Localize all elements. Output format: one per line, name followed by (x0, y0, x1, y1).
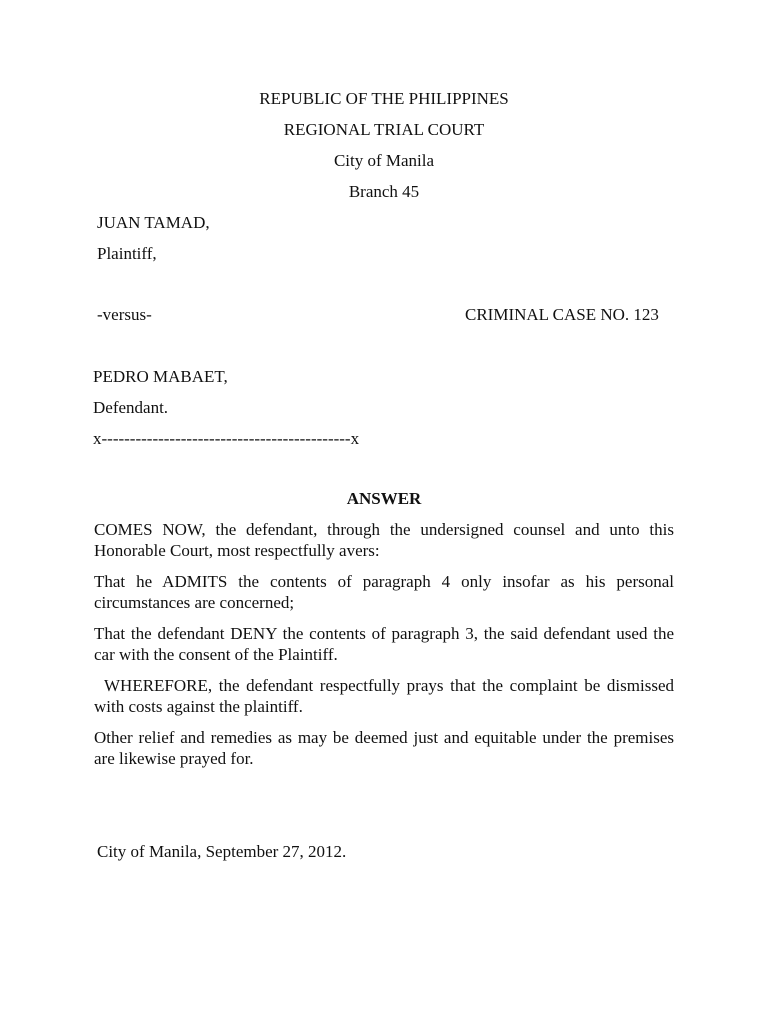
plaintiff-name: JUAN TAMAD, (97, 213, 210, 232)
plaintiff-role: Plaintiff, (97, 244, 157, 263)
versus-label: -versus- (97, 305, 152, 324)
paragraph-comes-now (94, 519, 674, 561)
paragraph-text: Other relief and remedies as may be deemed just and equitable under the premises are likewise prayed for. (94, 728, 674, 768)
paragraph-other-relief (94, 727, 674, 769)
header-court: REGIONAL TRIAL COURT (283, 120, 485, 139)
header-branch: Branch 45 (348, 182, 420, 201)
paragraph-admits (94, 571, 674, 613)
paragraph-text: COMES NOW, the defendant, through the undersigned counsel and unto this Honorable Court, most respectfully avers: (94, 520, 674, 560)
header-city: City of Manila (333, 151, 435, 170)
case-number: CRIMINAL CASE NO. 123 (465, 305, 659, 324)
paragraph-text: That the defendant DENY the contents of paragraph 3, the said defendant used the car with the consent of the Plaintiff. (94, 624, 674, 664)
paragraph-wherefore (94, 675, 674, 717)
caption-separator: x--------------------------------------------x (93, 429, 360, 448)
paragraph-deny (94, 623, 674, 665)
document-title: ANSWER (346, 489, 422, 508)
defendant-name: PEDRO MABAET, (93, 367, 228, 386)
paragraph-text: WHEREFORE, the defendant respectfully prays that the complaint be dismissed with costs against the plaintiff. (94, 676, 674, 716)
header-republic: REPUBLIC OF THE PHILIPPINES (259, 89, 509, 108)
defendant-role: Defendant. (93, 398, 169, 417)
paragraph-text: That he ADMITS the contents of paragraph 4 only insofar as his personal circumstances are concerned; (94, 572, 674, 612)
dateline: City of Manila, September 27, 2012. (97, 842, 347, 861)
